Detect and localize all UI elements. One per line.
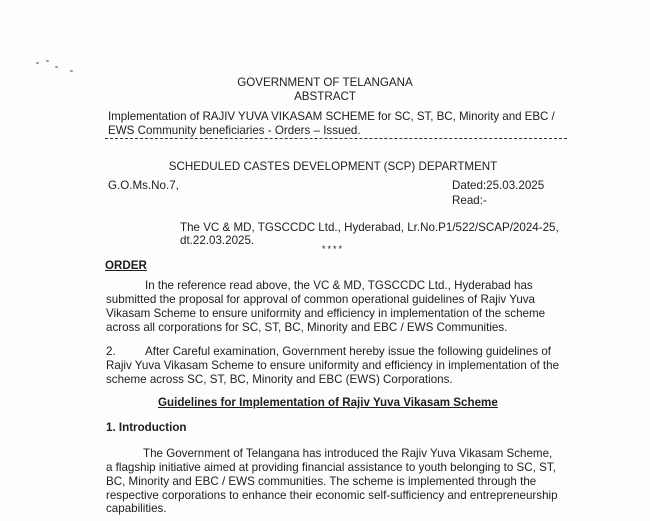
order-para1-line: In the reference read above, the VC & MD, TGSCCDC Ltd., Hyderabad has	[145, 279, 533, 292]
introduction-line: capabilities.	[106, 502, 167, 515]
order-para1-line: across all corporations for SC, ST, BC, Minority and EBC / EWS Communities.	[106, 321, 508, 334]
order-para1-line: Vikasam Scheme to ensure uniformity and efficiency in implementation of the scheme	[106, 307, 546, 320]
introduction-line: The Government of Telangana has introduced the Rajiv Yuva Vikasam Scheme,	[143, 447, 553, 460]
separator-dashes	[105, 138, 567, 139]
scan-mark	[36, 62, 39, 64]
dated: Dated:25.03.2025	[452, 179, 545, 192]
reference-line-1: The VC & MD, TGSCCDC Ltd., Hyderabad, Lr.No.P1/522/SCAP/2024-25,	[180, 221, 559, 234]
scan-mark	[55, 66, 58, 68]
read-label: Read:-	[452, 194, 487, 207]
introduction-line: BC, Minority and EBC / EWS communities. The scheme is implemented through the	[106, 475, 537, 488]
order-para2-line: Rajiv Yuva Vikasam Scheme to ensure uniformity and efficiency in implementation of the	[106, 359, 560, 372]
department-title: SCHEDULED CASTES DEVELOPMENT (SCP) DEPARTMENT	[168, 160, 498, 173]
government-title: GOVERNMENT OF TELANGANA	[237, 76, 413, 89]
go-number: G.O.Ms.No.7,	[108, 179, 179, 192]
order-para1-line: submitted the proposal for approval of common operational guidelines of Rajiv Yuva	[106, 293, 536, 306]
scan-mark	[46, 60, 49, 62]
reference-line-2: dt.22.03.2025.	[180, 234, 255, 247]
order-para2-number: 2.	[106, 345, 116, 358]
abstract-title: ABSTRACT	[294, 90, 356, 103]
subject-line-2: EWS Community beneficiaries - Orders – Issued.	[108, 124, 361, 137]
guidelines-heading: Guidelines for Implementation of Rajiv Yuva Vikasam Scheme	[158, 396, 498, 409]
separator-stars: ****	[322, 244, 345, 254]
order-para2-line: scheme across SC, ST, BC, Minority and EBC (EWS) Corporations.	[106, 373, 453, 386]
order-para2-line: After Careful examination, Government hereby issue the following guidelines of	[145, 345, 552, 358]
subject-line-1: Implementation of RAJIV YUVA VIKASAM SCHEME for SC, ST, BC, Minority and EBC /	[108, 110, 555, 123]
introduction-line: respective corporations to enhance their economic self-sufficiency and entrepreneurship	[106, 489, 558, 502]
introduction-line: a flagship initiative aimed at providing financial assistance to youth belonging to SC, ST,	[106, 461, 556, 474]
order-heading: ORDER	[105, 259, 147, 272]
scan-mark	[70, 70, 73, 72]
introduction-heading: 1. Introduction	[106, 421, 187, 434]
